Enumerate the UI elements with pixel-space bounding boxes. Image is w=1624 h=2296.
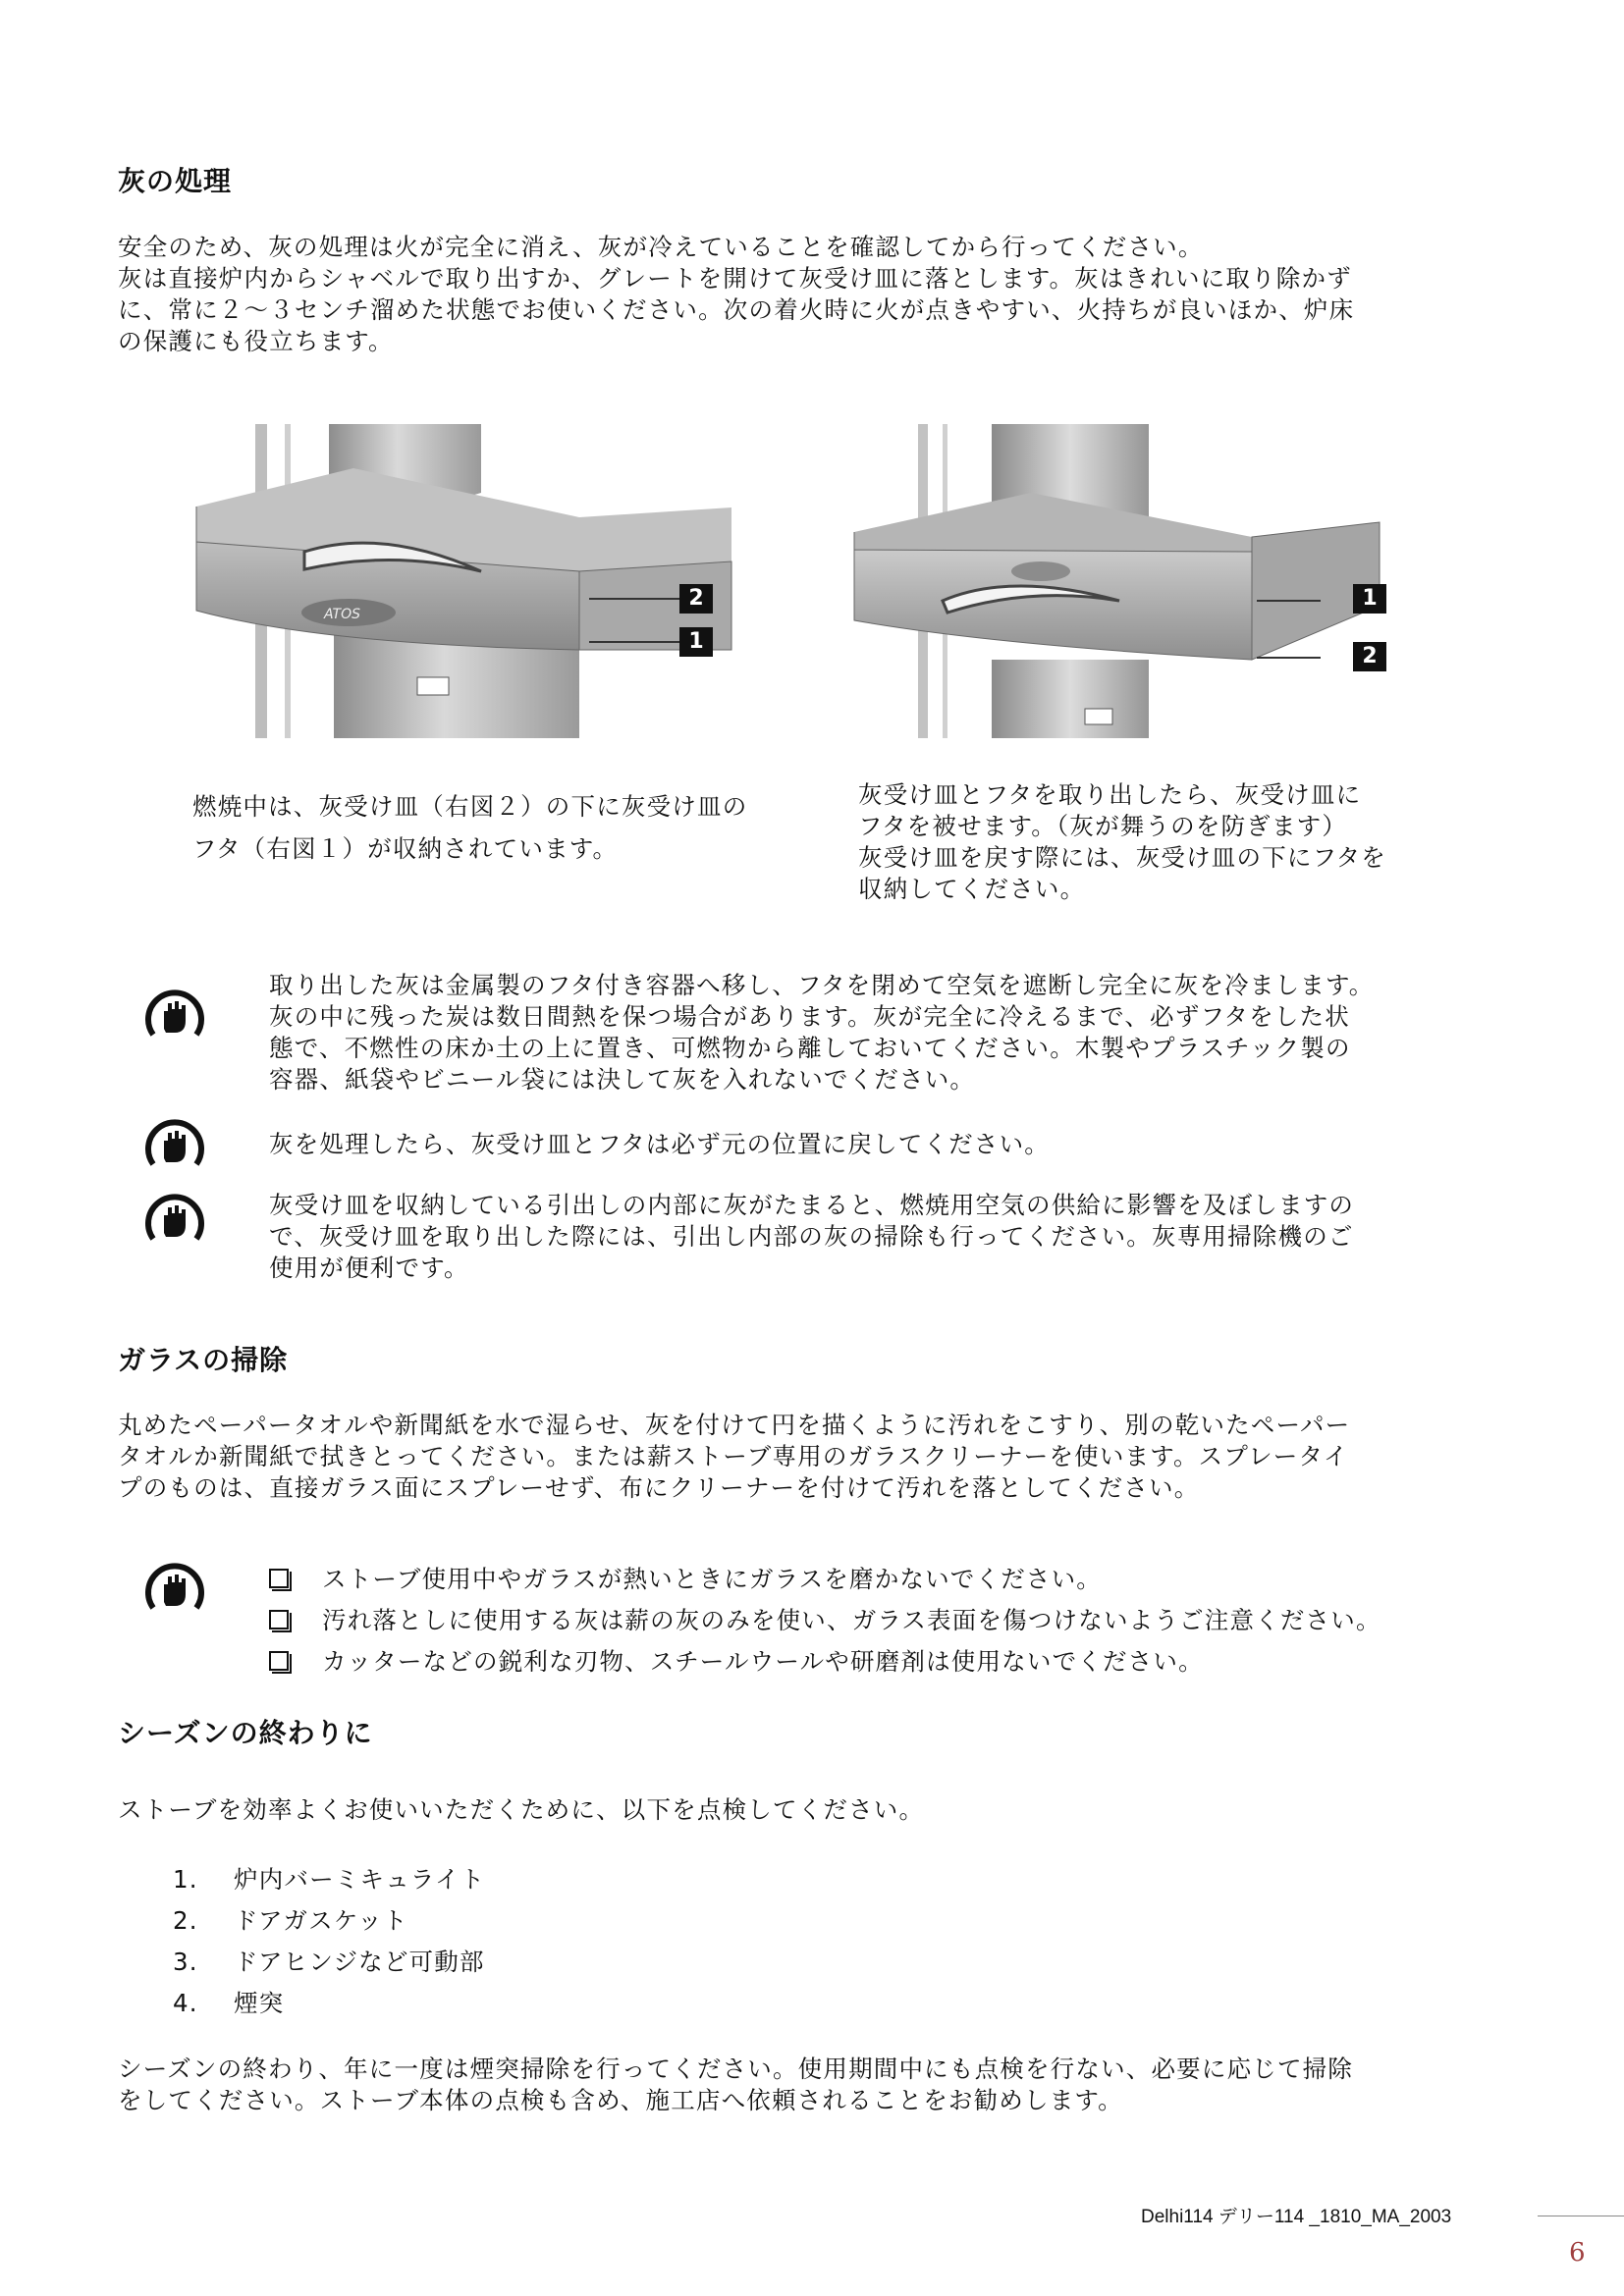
text-line: で、灰受け皿を取り出した際には、引出し内部の灰の掃除も行ってください。灰専用掃除機のご (269, 1222, 1354, 1251)
callout-badge: 2 (1353, 642, 1386, 671)
text-line: 態で、不燃性の床か土の上に置き、可燃物から離しておいてください。木製やプラスチック製の (269, 1034, 1351, 1062)
bullet-item (269, 1641, 1381, 1682)
ash-pan-figure-right (844, 424, 1394, 738)
text-line: 丸めたペーパータオルや新聞紙を水で湿らせ、灰を付けて円を描くように汚れをこすり、別の乾いたペーパー (118, 1411, 1351, 1439)
bullet-item (269, 1600, 1381, 1641)
season-intro: ストーブを効率よくお使いいただくために、以下を点検してください。 (118, 1795, 925, 1824)
callout-badge: 2 (679, 584, 713, 614)
text-line: 灰の中に残った炭は数日間熱を保つ場合があります。灰が完全に冷えるまで、必ずフタをした状 (269, 1002, 1350, 1031)
text-line: 取り出した灰は金属製のフタ付き容器へ移し、フタを閉めて空気を遮断し完全に灰を冷まします。 (269, 971, 1375, 999)
list-text: ドアガスケット (234, 1906, 408, 1935)
list-number: 3. (173, 1948, 198, 1976)
text-line: プのものは、直接ガラス面にスプレーせず、布にクリーナーを付けて汚れを落としてください。 (118, 1473, 1200, 1502)
list-item (173, 1900, 485, 1942)
callout-badge: 1 (1353, 584, 1386, 614)
section-heading-glass: ガラスの掃除 (118, 1344, 289, 1376)
list-number: 4. (173, 1989, 198, 2017)
list-text: 炉内バーミキュライト (234, 1865, 486, 1894)
text-line: 灰を処理したら、灰受け皿とフタは必ず元の位置に戻してください。 (269, 1130, 1050, 1158)
checkbox-icon (269, 1651, 289, 1671)
section-heading-ash: 灰の処理 (118, 165, 233, 197)
bullet-item (269, 1559, 1381, 1600)
text-line: の保護にも役立ちます。 (118, 327, 394, 355)
text-line: をしてください。ストーブ本体の点検も含め、施工店へ依頼されることをお勧めします。 (118, 2086, 1123, 2114)
page-number: 6 (1569, 2238, 1586, 2268)
text-line: 安全のため、灰の処理は火が完全に消え、灰が冷えていることを確認してから行ってください。 (118, 233, 1204, 261)
ash-pan-illustration (187, 424, 746, 738)
text-line: 灰受け皿とフタを取り出したら、灰受け皿に (858, 780, 1362, 809)
season-paragraph (118, 2054, 1353, 2116)
glass-paragraph (118, 1410, 1350, 1504)
document-id: Delhi114 デリー114 _1810_MA_2003 (1141, 2207, 1452, 2227)
text-line: 灰受け皿を戻す際には、灰受け皿の下にフタを (858, 843, 1386, 872)
callout-badge: 1 (679, 627, 713, 657)
ash-pan-figure-left (187, 424, 746, 738)
text-line: タオルか新聞紙で拭きとってください。または薪ストーブ専用のガラスクリーナーを使います。スプレータイ (118, 1442, 1349, 1470)
text-line: 灰は直接炉内からシャベルで取り出すか、グレートを開けて灰受け皿に落とします。灰はきれいに取り除かず (118, 264, 1352, 293)
caution-hand-icon (139, 1186, 210, 1256)
text-line: 使用が便利です。 (269, 1254, 469, 1282)
list-item (173, 1942, 485, 1983)
text-line: 燃焼中は、灰受け皿（右図２）の下に灰受け皿の (192, 792, 748, 821)
caution-hand-icon (139, 982, 210, 1052)
caption-right (858, 779, 1386, 905)
list-text: 煙突 (234, 1989, 285, 2017)
text-line: に、常に２～３センチ溜めた状態でお使いください。次の着火時に火が点きやすい、火持ちが良いほか、炉床 (118, 295, 1355, 324)
text-line: フタを被せます。（灰が舞うのを防ぎます） (858, 812, 1348, 840)
list-item (173, 1983, 485, 2024)
checkbox-icon (269, 1610, 289, 1629)
text-line: 収納してください。 (858, 875, 1086, 903)
svg-text:ATOS: ATOS (324, 607, 361, 622)
list-number: 2. (173, 1906, 198, 1935)
checkbox-icon (269, 1569, 289, 1588)
list-number: 1. (173, 1865, 198, 1894)
caption-left (192, 785, 747, 870)
caution-note (269, 1190, 1354, 1284)
caution-hand-icon (139, 1111, 210, 1182)
list-text: ドアヒンジなど可動部 (234, 1948, 485, 1976)
checklist (173, 1859, 485, 2024)
bullet-text: 汚れ落としに使用する灰は薪の灰のみを使い、ガラス表面を傷つけないようご注意ください。 (322, 1606, 1381, 1634)
bullet-text: カッターなどの鋭利な刃物、スチールウールや研磨剤は使用ないでください。 (322, 1647, 1204, 1676)
ash-pan-lid-illustration (844, 424, 1394, 738)
text-line: フタ（右図１）が収納されています。 (192, 834, 619, 863)
list-item (173, 1859, 485, 1900)
caution-note (269, 970, 1374, 1095)
section-heading-season-end: シーズンの終わりに (118, 1717, 373, 1749)
caution-hand-icon (139, 1555, 210, 1626)
text-line: 容器、紙袋やビニール袋には決して灰を入れないでください。 (269, 1065, 976, 1094)
glass-bullet-list (269, 1559, 1381, 1682)
caution-note (269, 1129, 1050, 1160)
ash-paragraph (118, 232, 1354, 357)
text-line: 灰受け皿を収納している引出しの内部に灰がたまると、燃焼用空気の供給に影響を及ぼしますの (269, 1191, 1355, 1219)
bullet-text: ストーブ使用中やガラスが熱いときにガラスを磨かないでください。 (322, 1565, 1103, 1593)
text-line: シーズンの終わり、年に一度は煙突掃除を行ってください。使用期間中にも点検を行ない、必要に応じて掃除 (118, 2055, 1354, 2083)
